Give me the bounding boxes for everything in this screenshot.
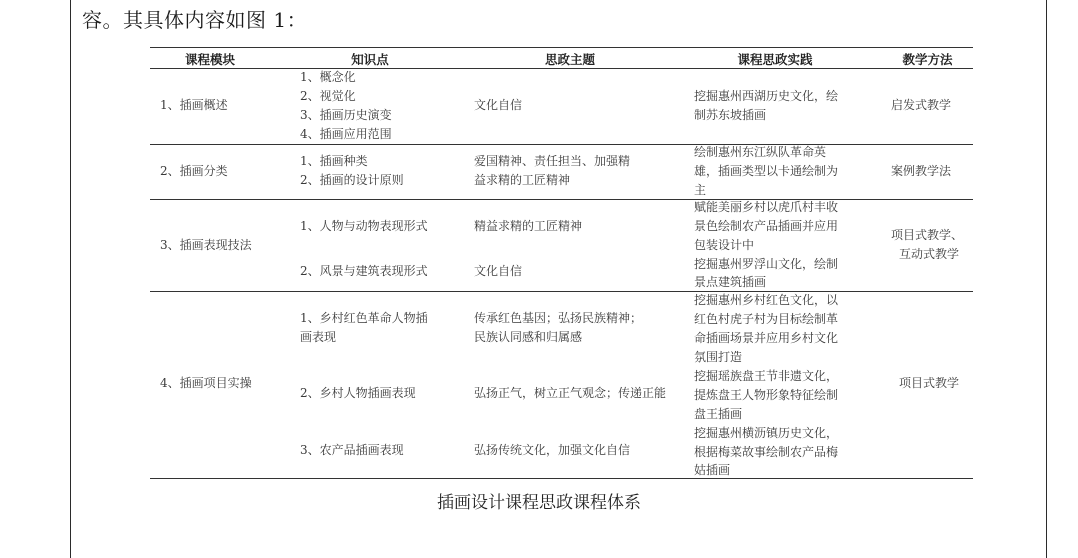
row4-sub1-theme-2: 民族认同感和归属感 — [474, 330, 583, 344]
rule-row2 — [150, 199, 973, 200]
row3-method-1: 项目式教学、 — [891, 228, 964, 242]
header-method: 教学方法 — [902, 52, 953, 67]
rule-bottom — [150, 478, 973, 479]
rule-top — [150, 47, 973, 48]
row2-practice-3: 主 — [694, 183, 707, 197]
row4-sub1-theme-1: 传承红色基因；弘扬民族精神； — [474, 311, 643, 325]
header-module: 课程模块 — [184, 52, 235, 67]
header-practice: 课程思政实践 — [737, 52, 813, 67]
intro-text: 容。其具体内容如图 1： — [82, 8, 308, 32]
row1-theme: 文化自信 — [474, 98, 523, 112]
row3-sub1-theme: 精益求精的工匠精神 — [474, 219, 583, 233]
row4-sub2-practice-3: 盘王插画 — [694, 407, 743, 421]
row4-sub3-practice-2: 根据梅菜故事绘制农产品梅 — [694, 445, 839, 459]
rule-row1 — [150, 144, 973, 145]
header-points: 知识点 — [351, 52, 389, 67]
row4-sub3-practice-1: 挖掘惠州横沥镇历史文化， — [694, 426, 839, 440]
row1-method: 启发式教学 — [891, 98, 952, 112]
row3-sub2-point: 2、风景与建筑表现形式 — [300, 264, 428, 278]
row4-sub3-practice-3: 姑插画 — [694, 463, 731, 477]
row2-module: 2、插画分类 — [160, 164, 228, 178]
rule-row3 — [150, 291, 973, 292]
row3-method-2: 互动式教学 — [899, 247, 960, 261]
header-theme: 思政主题 — [544, 52, 595, 67]
row2-practice-2: 雄，插画类型以卡通绘制为 — [694, 164, 839, 178]
row3-sub2-practice-1: 挖掘惠州罗浮山文化，绘制 — [694, 257, 839, 271]
row2-practice-1: 绘制惠州东江纵队革命英 — [694, 145, 827, 159]
page-frame — [70, 0, 1047, 558]
row4-sub1-practice-2: 红色村虎子村为目标绘制革 — [694, 312, 839, 326]
row4-module: 4、插画项目实操 — [160, 376, 252, 390]
row1-practice-1: 挖掘惠州西湖历史文化，绘 — [694, 89, 839, 103]
figure-caption: 插画设计课程思政课程体系 — [437, 493, 641, 513]
row1-point-3: 3、插画历史演变 — [300, 108, 392, 122]
row4-sub1-practice-3: 命插画场景并应用乡村文化 — [694, 331, 839, 345]
row4-sub2-point: 2、乡村人物插画表现 — [300, 386, 416, 400]
row4-sub1-practice-4: 氛围打造 — [694, 350, 743, 364]
row2-point-1: 1、插画种类 — [300, 154, 368, 168]
row4-sub2-theme: 弘扬正气，树立正气观念；传递正能 — [474, 386, 667, 400]
row2-theme-1: 爱国精神、责任担当、加强精 — [474, 154, 631, 168]
row3-sub1-point: 1、人物与动物表现形式 — [300, 219, 428, 233]
row3-module: 3、插画表现技法 — [160, 238, 252, 252]
row2-theme-2: 益求精的工匠精神 — [474, 173, 571, 187]
row2-method: 案例教学法 — [891, 164, 952, 178]
row4-sub1-practice-1: 挖掘惠州乡村红色文化，以 — [694, 293, 839, 307]
row1-module: 1、插画概述 — [160, 98, 228, 112]
row3-sub1-practice-1: 赋能美丽乡村以虎爪村丰收 — [694, 200, 839, 214]
row1-point-4: 4、插画应用范围 — [300, 127, 392, 141]
row3-sub2-practice-2: 景点建筑插画 — [694, 275, 767, 289]
rule-header — [150, 68, 973, 69]
row2-point-2: 2、插画的设计原则 — [300, 173, 404, 187]
row4-sub2-practice-2: 提炼盘王人物形象特征绘制 — [694, 388, 839, 402]
row1-point-1: 1、概念化 — [300, 70, 356, 84]
row4-sub2-practice-1: 挖掘瑶族盘王节非遗文化， — [694, 369, 839, 383]
row4-sub3-theme: 弘扬传统文化，加强文化自信 — [474, 443, 631, 457]
row4-sub3-point: 3、农产品插画表现 — [300, 443, 404, 457]
row3-sub1-practice-3: 包装设计中 — [694, 238, 755, 252]
row3-sub2-theme: 文化自信 — [474, 264, 523, 278]
row3-sub1-practice-2: 景色绘制农产品插画并应用 — [694, 219, 839, 233]
row1-practice-2: 制苏东坡插画 — [694, 108, 767, 122]
row4-sub1-point-1: 1、乡村红色革命人物插 — [300, 311, 428, 325]
row4-method: 项目式教学 — [899, 376, 960, 390]
row4-sub1-point-2: 画表现 — [300, 330, 337, 344]
row1-point-2: 2、视觉化 — [300, 89, 356, 103]
